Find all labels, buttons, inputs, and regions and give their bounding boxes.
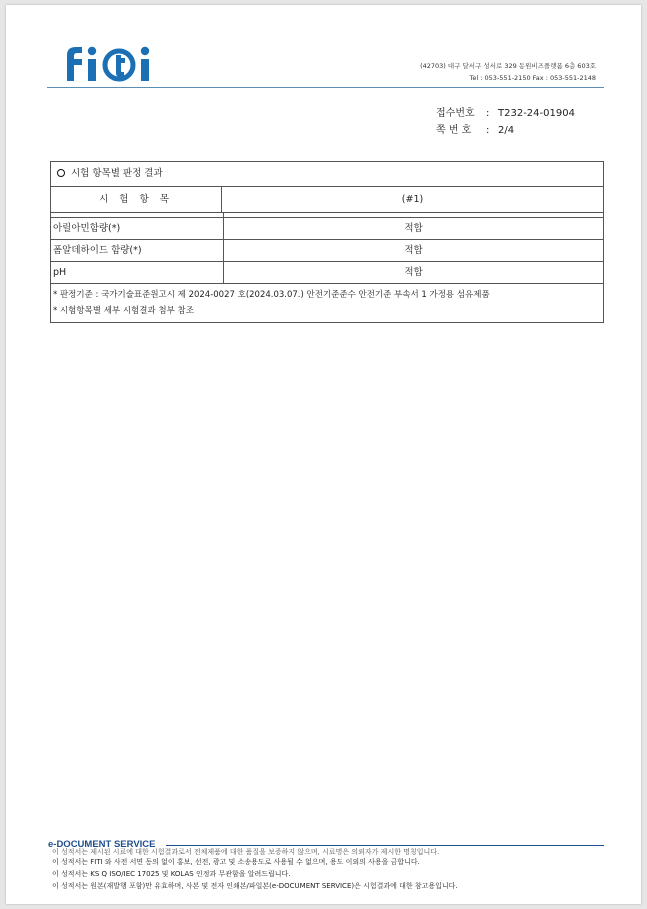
company-address: (42703) 대구 달서구 성서로 329 동원비즈플랫폼 6층 603호: [420, 62, 596, 70]
document-page: [6, 5, 641, 904]
footer-line: 이 성적서는 FITI 와 사전 서면 동의 없이 홍보, 선전, 광고 및 소송용도로 사용될 수 없으며, 용도 이외의 사용을 금합니다.: [52, 858, 420, 866]
table-row: [51, 218, 603, 240]
footer-disclaimer: [52, 848, 458, 892]
receipt-number-label: 접수번호: [436, 108, 475, 119]
table-row: [51, 240, 603, 262]
results-table: [50, 161, 604, 323]
detail-reference-note: * 시험항목별 세부 시험결과 첨부 참조: [53, 306, 194, 316]
test-result: 적합: [404, 245, 423, 256]
company-contact: Tel : 053-551-2150 Fax : 053-551-2148: [469, 74, 596, 82]
table-header-row: [51, 187, 603, 213]
fiti-logo: [53, 41, 163, 89]
fiti-logo-mark: [53, 41, 163, 89]
results-title: 시험 항목별 판정 결과: [71, 168, 163, 179]
test-result: 적합: [404, 223, 423, 234]
results-notes: [51, 284, 603, 322]
page-number-label: 쪽 번 호: [436, 125, 472, 136]
footer-divider: [166, 845, 604, 846]
footer-line: 이 성적서는 제시된 시료에 대한 시험결과로서 전체제품에 대한 품질을 보증하지 않으며, 시료명은 의뢰자가 제시한 명칭입니다.: [52, 848, 440, 856]
test-item: pH: [51, 262, 224, 283]
test-item: 아릴아민함량(*): [51, 218, 224, 239]
column-header-sample: (#1): [401, 194, 424, 205]
receipt-number-value: T232-24-01904: [498, 108, 575, 119]
judgement-criteria-note: * 판정기준 : 국가기술표준원고시 제 2024-0027 호(2024.03.07.) 안전기준준수 안전기준 부속서 1 가정용 섬유제품: [53, 290, 490, 300]
e-document-service-title: e-DOCUMENT SERVICE: [48, 839, 156, 850]
table-row: [51, 262, 603, 284]
results-title-row: [51, 162, 603, 187]
report-meta: [436, 105, 575, 139]
test-result: 적합: [404, 267, 423, 278]
company-address-block: [420, 60, 596, 84]
column-header-item: 시 험 항 목: [51, 187, 222, 212]
receipt-number-row: 접수번호 : T232-24-01904: [436, 105, 575, 122]
test-item: 폼알데하이드 함량(*): [51, 240, 224, 261]
header-divider: [47, 87, 604, 88]
page-number-row: 쪽 번 호 : 2/4: [436, 122, 575, 139]
circle-bullet-icon: [57, 169, 65, 177]
footer-line: 이 성적서는 원본(재발행 포함)만 유효하며, 사본 및 전자 인쇄본/파일본(e-DOCUMENT SERVICE)은 시험결과에 대한 참고용입니다.: [52, 882, 458, 890]
page-number-value: 2/4: [498, 125, 515, 136]
footer-line: 이 성적서는 KS Q ISO/IEC 17025 및 KOLAS 인정과 무관함을 알려드립니다.: [52, 870, 291, 878]
